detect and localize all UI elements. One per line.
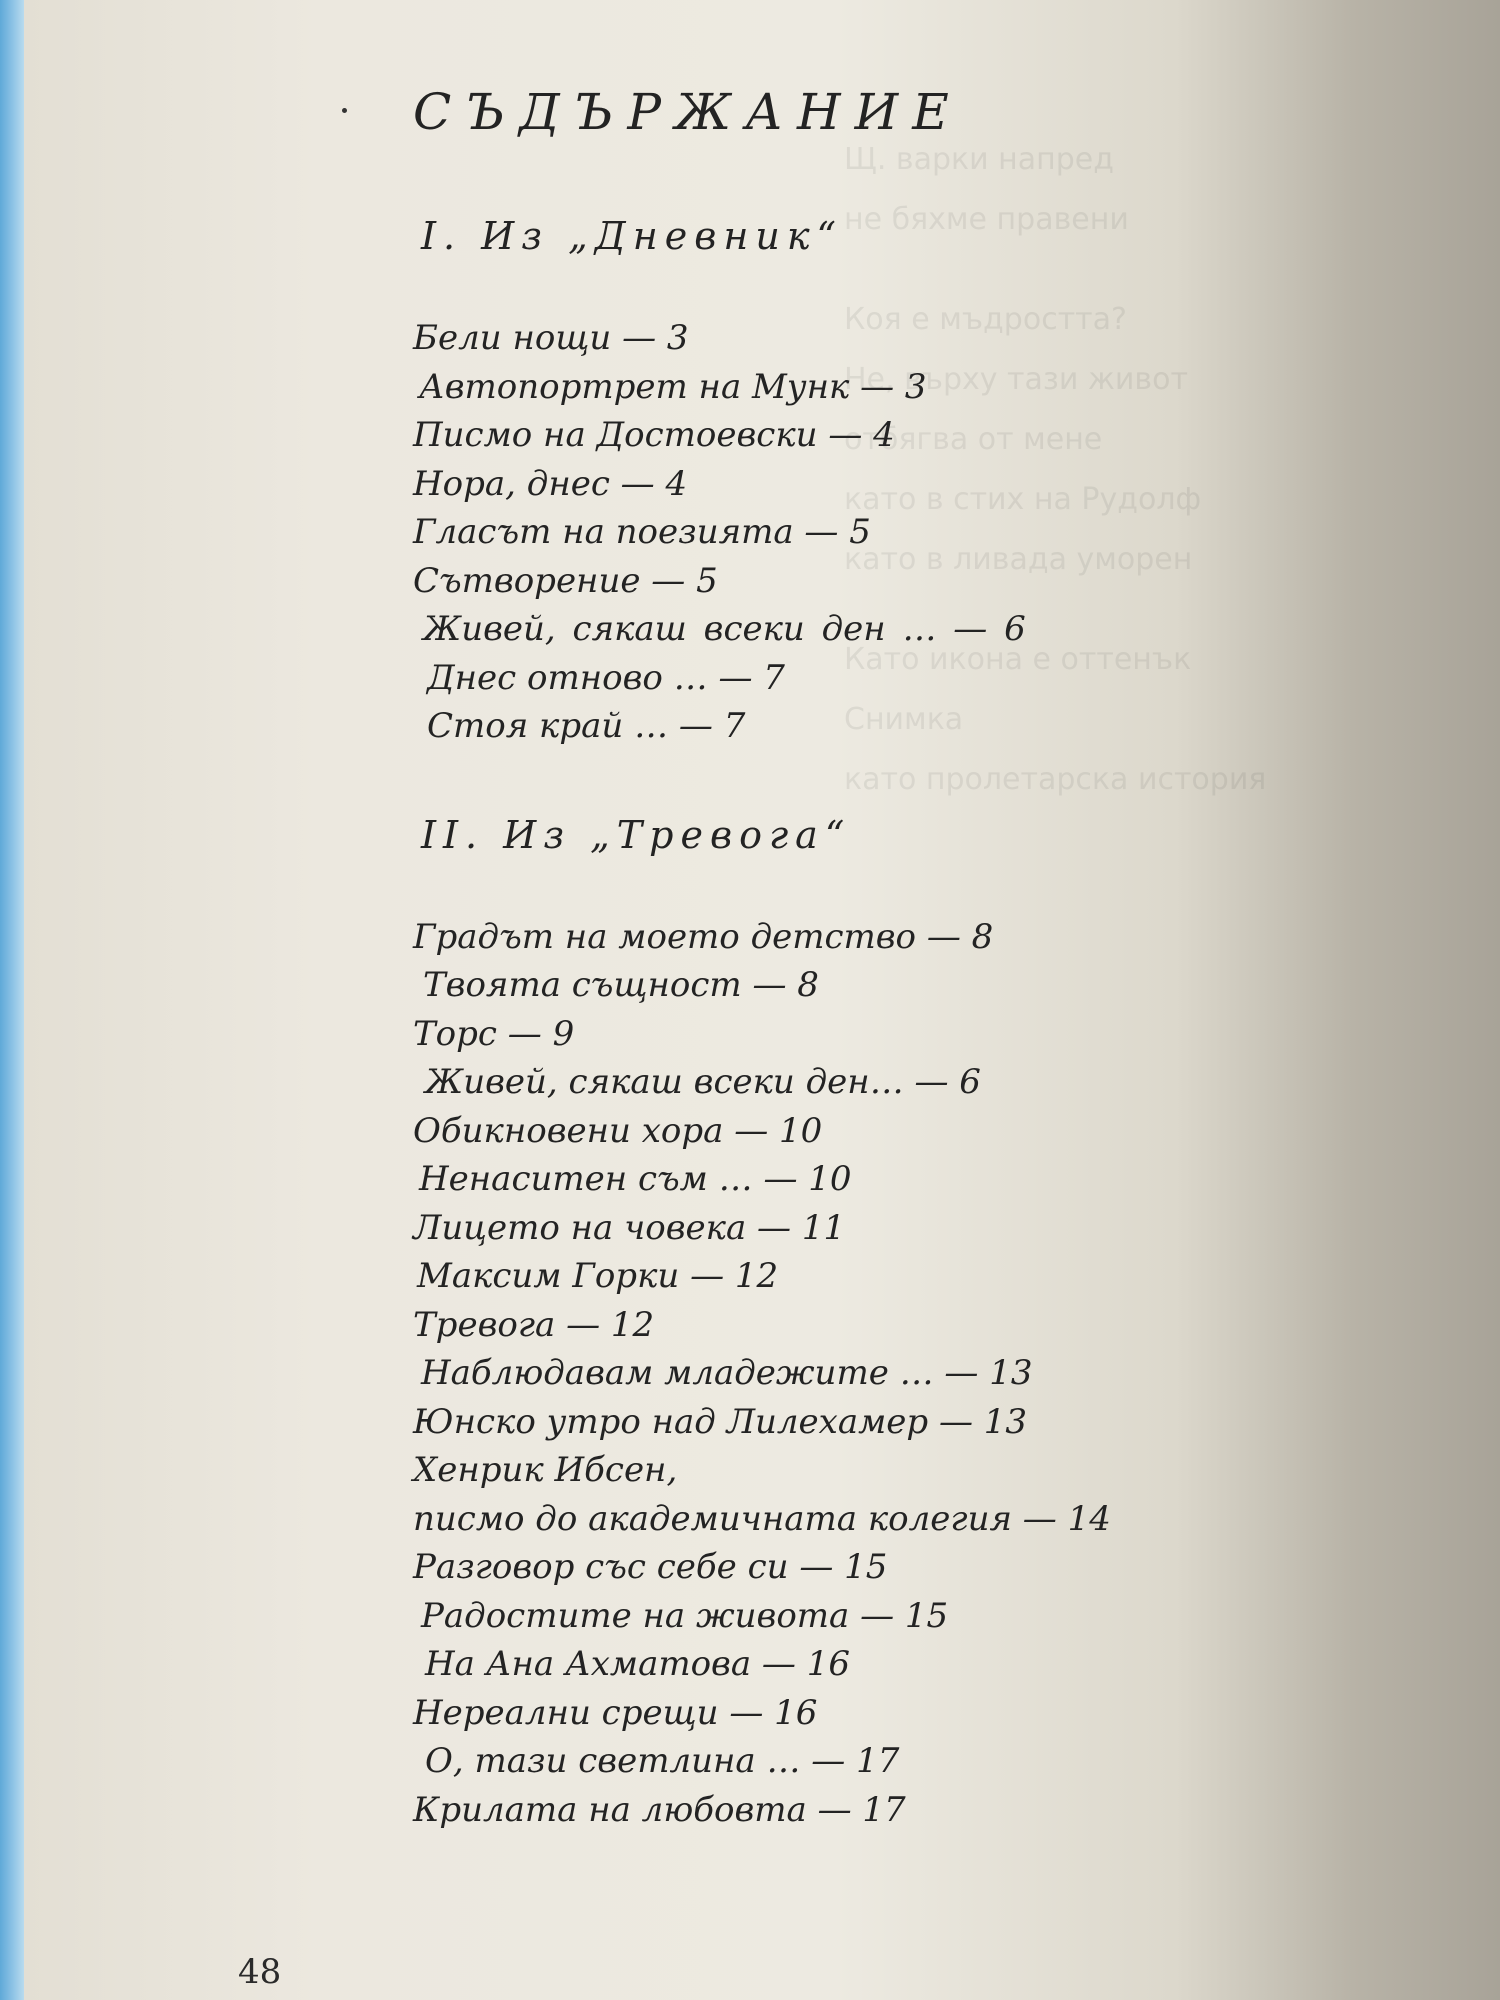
toc-entry: Живей, сякаш всеки ден … — 6 xyxy=(423,609,1026,649)
section-entries xyxy=(413,913,1173,1835)
notebook-edge xyxy=(0,0,24,2000)
toc-entry: Лицето на човека — 11 xyxy=(413,1207,846,1248)
toc-entry: Твоята същност — 8 xyxy=(423,965,819,1005)
toc-entry: Нереални срещи — 16 xyxy=(413,1692,818,1733)
toc-entry: Ненаситен съм … — 10 xyxy=(419,1159,852,1199)
show-through-text: Щ. варки напред не бяхме правени Коя е мъдростта? Не, върху тази живот отбягва от мене като в стих на Рудолф като в ливада уморен Като икона е оттенък Снимка като пролетарска история xyxy=(844,142,1267,797)
toc-entry: Бели нощи — 3 xyxy=(413,318,689,358)
toc-entry: Градът на моето детство — 8 xyxy=(413,916,994,957)
toc-entry: Разговор със себе си — 15 xyxy=(413,1547,888,1587)
toc-entry: Торс — 9 xyxy=(413,1013,575,1054)
ink-dot xyxy=(342,108,347,113)
page-title: СЪДЪРЖАНИЕ xyxy=(413,83,963,141)
toc-entry: Радостите на живота — 15 xyxy=(421,1595,949,1636)
toc-entry: Днес отново … — 7 xyxy=(427,657,785,698)
toc-entry: Стоя край … — 7 xyxy=(427,706,746,746)
toc-entry: Обикновени хора — 10 xyxy=(413,1110,823,1151)
toc-entry: Наблюдавам младежите … — 13 xyxy=(421,1353,1033,1393)
table-of-contents xyxy=(413,80,1173,1834)
toc-entry: Нора, днес — 4 xyxy=(413,463,688,504)
toc-entry: На Ана Ахматова — 16 xyxy=(425,1644,850,1684)
toc-entry: Тревога — 12 xyxy=(413,1304,655,1345)
toc-entry: О, тази светлина … — 17 xyxy=(425,1741,900,1781)
section-title: II. Из „Тревога“ xyxy=(421,812,852,857)
toc-entry: Максим Горки — 12 xyxy=(417,1256,779,1296)
toc-entry: Крилата на любовта — 17 xyxy=(413,1789,906,1830)
toc-entry: Хенрик Ибсен, xyxy=(413,1450,678,1490)
toc-entry: Сътворение — 5 xyxy=(413,560,718,601)
toc-entry: Автопортрет на Мунк — 3 xyxy=(419,366,927,407)
toc-entry: Гласът на поезията — 5 xyxy=(413,512,871,552)
toc-entry: писмо до академичната колегия — 14 xyxy=(413,1498,1111,1539)
toc-entry: Живей, сякаш всеки ден… — 6 xyxy=(425,1062,981,1102)
toc-entry: Юнско утро над Лилехамер — 13 xyxy=(413,1401,1028,1442)
section-title: I. Из „Дневник“ xyxy=(421,214,843,258)
section-entries xyxy=(413,314,1173,751)
page-number: 48 xyxy=(238,1952,282,1992)
toc-entry: Писмо на Достоевски — 4 xyxy=(413,415,895,455)
